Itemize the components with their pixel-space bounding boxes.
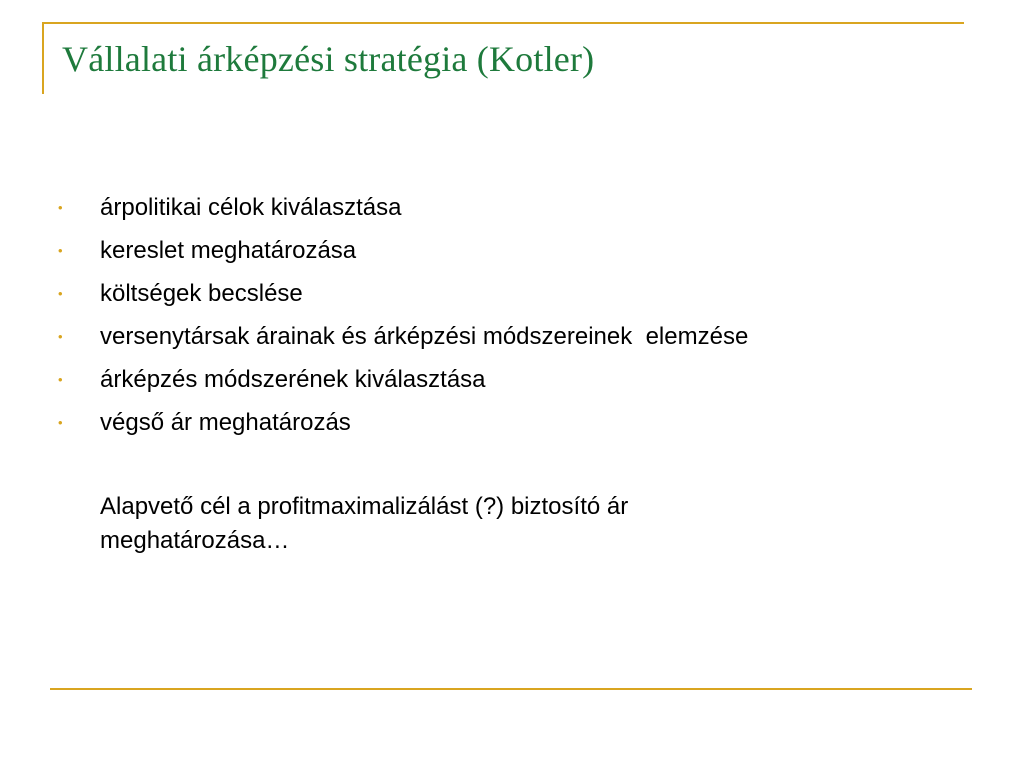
bullet-item xyxy=(58,229,748,272)
slide-note: Alapvető cél a profitmaximalizálást (?) biztosító ár meghatározása… xyxy=(100,493,629,554)
bullet-dot-icon: • xyxy=(58,372,63,387)
bullet-dot-icon: • xyxy=(58,415,63,430)
bullet-text: végső ár meghatározás xyxy=(100,408,351,436)
bullet-dot-icon: • xyxy=(58,243,63,258)
bullet-text: árpolitikai célok kiválasztása xyxy=(100,193,402,221)
frame-top-line xyxy=(42,22,964,24)
bullet-list xyxy=(58,186,748,444)
frame-bottom-line xyxy=(50,688,972,690)
bullet-text: kereslet meghatározása xyxy=(100,236,357,264)
bullet-text: költségek becslése xyxy=(100,279,303,307)
bullet-dot-icon: • xyxy=(58,200,63,215)
bullet-item xyxy=(58,401,748,444)
bullet-dot-icon: • xyxy=(58,329,63,344)
bullet-item xyxy=(58,358,748,401)
bullet-text: árképzés módszerének kiválasztása xyxy=(100,365,486,393)
slide-title: Vállalati árképzési stratégia (Kotler) xyxy=(62,39,595,79)
frame-left-line xyxy=(42,22,44,94)
bullet-item xyxy=(58,315,748,358)
bullet-text: versenytársak árainak és árképzési módszereinek elemzése xyxy=(100,322,749,350)
bullet-dot-icon: • xyxy=(58,286,63,301)
bullet-item xyxy=(58,272,748,315)
bullet-item xyxy=(58,186,748,229)
